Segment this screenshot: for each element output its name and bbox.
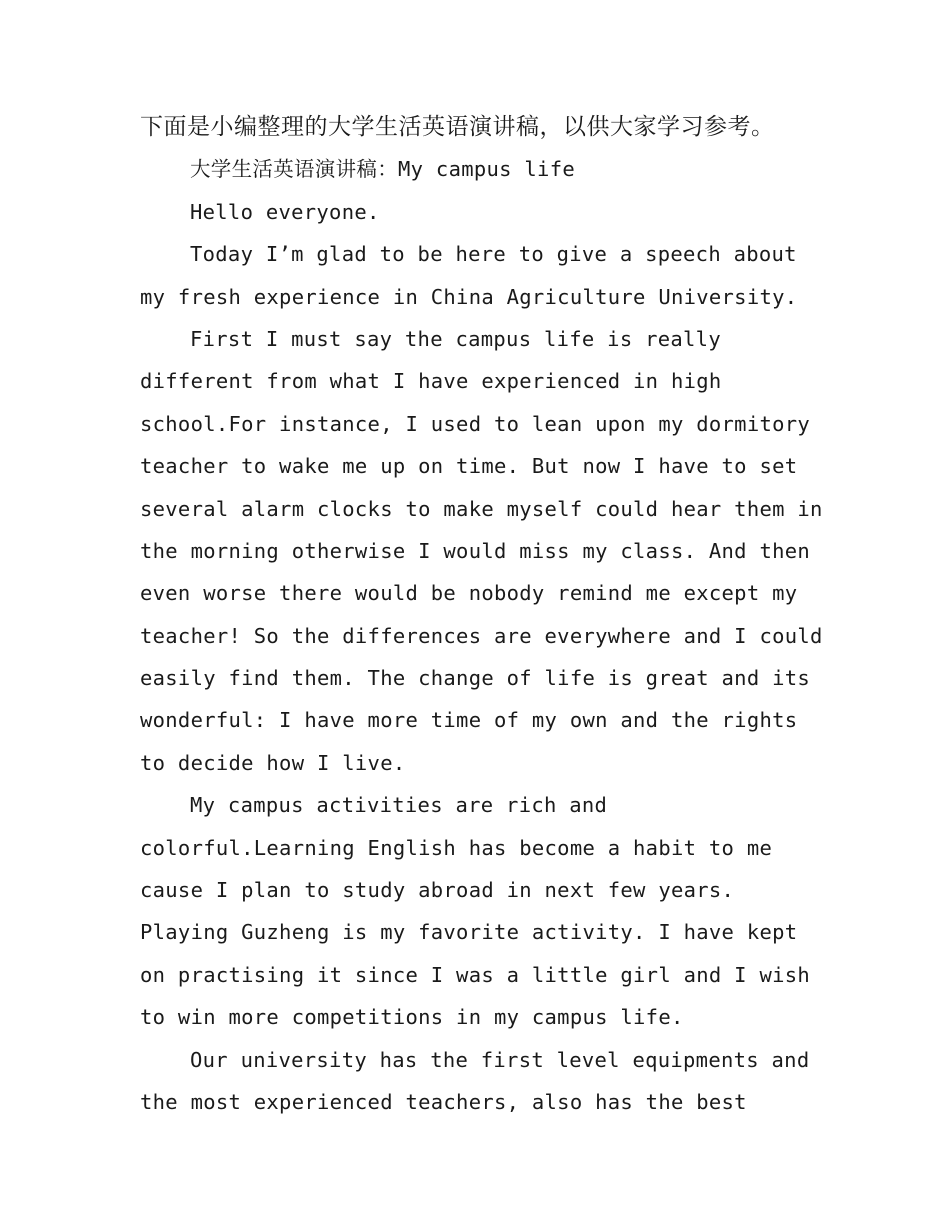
text-line: wonderful: I have more time of my own and the rights [140,708,798,733]
text-line: on practising it since I was a little girl and I wish [140,962,811,987]
text-line: to decide how I live. [140,750,406,775]
text-line: school.For instance, I used to lean upon my dormitory [140,411,811,436]
text-line: colorful.Learning English has become a habit to me [140,835,773,860]
text-line: to win more competitions in my campus life. [140,1005,684,1030]
intro-line: 下面是小编整理的大学生活英语演讲稿，以供大家学习参考。 [140,114,775,140]
text-line: different from what I have experienced in high [140,369,722,394]
text-line: 大学生活英语演讲稿：My campus life [190,157,575,182]
text-line: Hello everyone. [190,199,380,224]
text-line: the most experienced teachers, also has the best [140,1089,747,1114]
text-line: My campus activities are rich and [190,793,608,818]
document-body [140,106,830,1123]
text-line: my fresh experience in China Agriculture University. [140,284,798,309]
text-line: Our university has the first level equipments and [190,1047,810,1072]
text-line: teacher! So the differences are everywhere and I could [140,623,823,648]
text-line: First I must say the campus life is really [190,326,721,351]
text-line: teacher to wake me up on time. But now I have to set [140,454,798,479]
text-line: cause I plan to study abroad in next few years. [140,878,735,903]
text-line: several alarm clocks to make myself could hear them in [140,496,823,521]
text-line: the morning otherwise I would miss my class. And then [140,538,811,563]
text-line: even worse there would be nobody remind me except my [140,581,798,606]
text-line: easily find them. The change of life is great and its [140,666,811,691]
speech-text [140,148,830,1123]
text-line: Today I’m glad to be here to give a speech about [190,242,797,267]
text-line: Playing Guzheng is my favorite activity. I have kept [140,920,798,945]
